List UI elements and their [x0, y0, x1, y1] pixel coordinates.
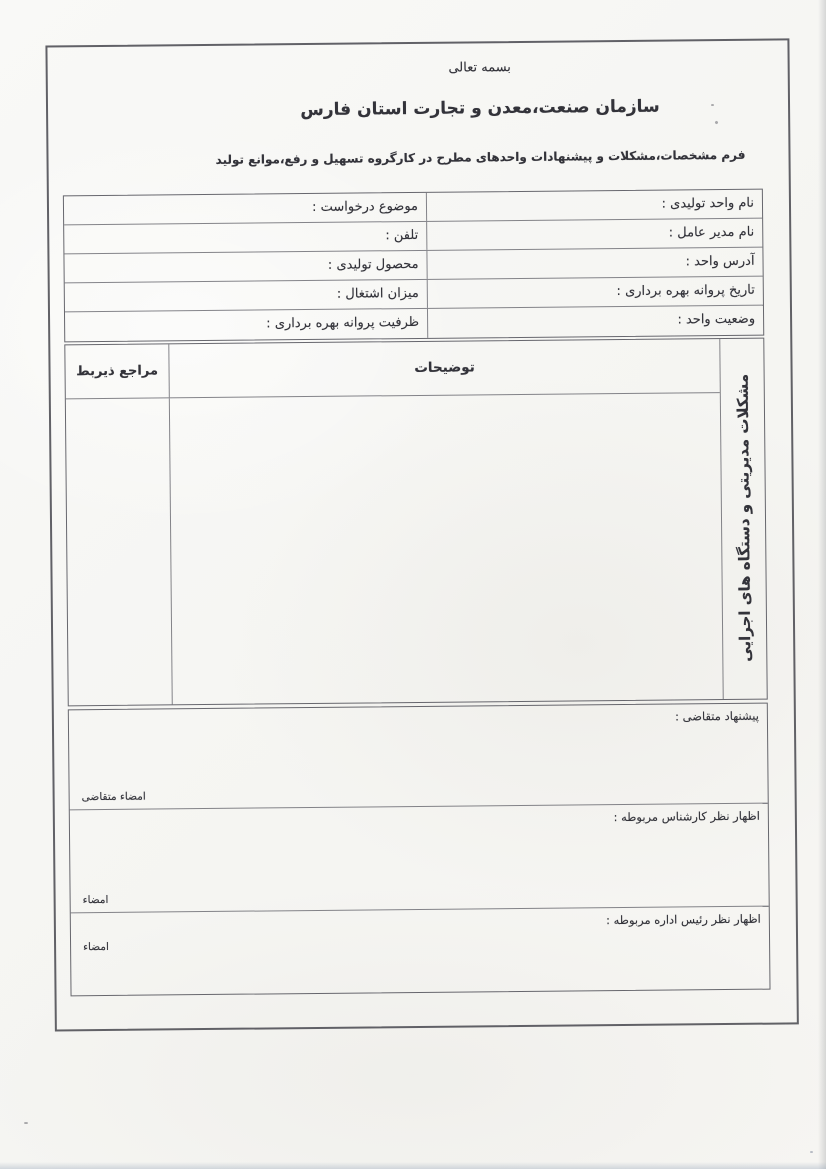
scan-speck [810, 1151, 813, 1153]
field-label-employment: میزان اشتغال : [336, 285, 419, 302]
field-label-unit-status: وضعیت واحد : [427, 306, 763, 338]
problems-side-column [719, 339, 766, 699]
head-opinion-label: اظهار نظر رئیس اداره مربوطه : [606, 911, 761, 928]
scan-speck [24, 1122, 28, 1124]
expert-opinion-label: اظهار نظر کارشناس مربوطه : [613, 808, 760, 825]
signature-sections [68, 703, 771, 997]
field-label-product: محصول تولیدی : [327, 256, 419, 273]
references-body-cell [66, 398, 173, 705]
problems-body-row [66, 393, 723, 705]
form-header [109, 40, 826, 167]
scanner-edge-right [818, 0, 826, 1169]
head-opinion-section [71, 907, 770, 996]
problems-table [64, 338, 767, 707]
field-label-unit-name: نام واحد تولیدی : [426, 190, 762, 221]
field-label-license-capacity: ظرفیت پروانه بهره برداری : [266, 314, 420, 332]
problems-side-header-vertical: مشکلات مدیریتی و دستگاه های اجرایی [733, 373, 755, 662]
expert-signature-label: امضاء [82, 893, 109, 907]
references-header: مراجع ذیربط [65, 344, 170, 398]
explanations-header: توضیحات [414, 359, 475, 376]
field-label-unit-address: آدرس واحد : [426, 248, 762, 279]
head-signature-label: امضاء [83, 940, 109, 954]
field-label-phone: تلفن : [385, 227, 419, 244]
expert-opinion-section [70, 804, 769, 914]
page-frame [45, 38, 798, 1031]
scanner-edge-bottom [0, 1162, 826, 1169]
applicant-suggestion-section [69, 704, 768, 811]
explanations-body-cell [170, 393, 723, 704]
applicant-suggestion-label: پیشنهاد متقاضی : [675, 708, 759, 724]
scan-speck [711, 104, 714, 106]
form-title: فرم مشخصات،مشکلات و پیشنهادات واحدهای مطرح در کارگروه تسهیل و رفع،موانع تولید [215, 147, 746, 167]
problems-header-row [65, 339, 719, 399]
info-row-unit-status [65, 306, 763, 342]
field-label-request-subject: موضوع درخواست : [311, 198, 419, 215]
bismillah-text: بسمه تعالی [448, 60, 511, 76]
organization-title: سازمان صنعت،معدن و تجارت استان فارس [300, 96, 660, 121]
problems-main-area [65, 339, 722, 705]
field-label-manager-name: نام مدیر عامل : [426, 219, 762, 250]
unit-info-table [63, 189, 764, 343]
applicant-signature-label: امضاء متقاضی [81, 790, 146, 804]
field-label-license-date: تاریخ پروانه بهره برداری : [427, 277, 763, 308]
